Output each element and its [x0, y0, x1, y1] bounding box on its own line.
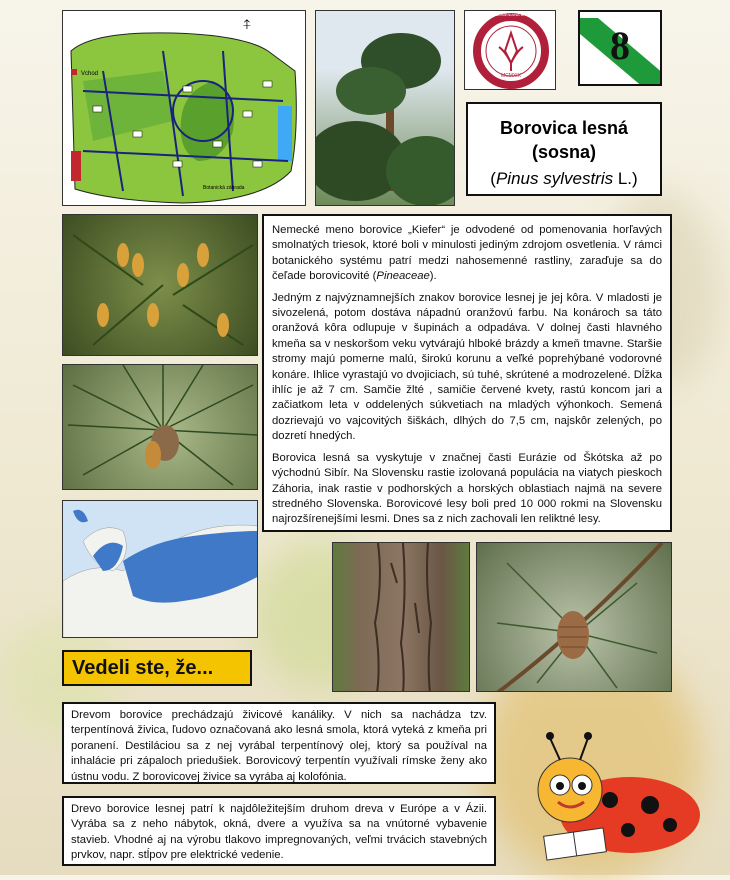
description-paragraph-1: Nemecké meno borovice „Kiefer“ je odvodené od pomenovania horľavých smolnatých triesok, ktoré boli v minulosti jediným zdrojom osvetlenia. V rámci botanického systému patrí medzi nahosemenné rastliny, zaraďuje sa do čeľade borovicovité (Pineaceae).: [272, 224, 662, 283]
fact-2-text: Drevo borovice lesnej patrí k najdôležitejším druhom dreva v Európe a v Ázii. Vyrába sa z neho nábytok, okná, dvere a využíva sa na vnútorné vybavenie stavieb. Vhodné aj na výrobu tlakovo impregnovaných, veľmi trvácich stavebných prvkov, napr. stĺpov pre elektrické vedenie.: [71, 803, 487, 862]
map-label-garden: Botanická záhrada: [203, 185, 245, 191]
university-logo: [464, 10, 556, 90]
species-name: Borovica lesná: [499, 118, 629, 138]
bark-photo: [332, 542, 470, 692]
page-number-badge: [578, 10, 662, 86]
tree-photo: [315, 10, 455, 206]
distribution-map: [62, 500, 258, 638]
description-box: [262, 214, 672, 532]
fact-box-2: [62, 796, 496, 866]
garden-map-drawing: [63, 11, 306, 206]
species-title-box: [466, 102, 662, 196]
did-you-know-heading: Vedeli ste, že...: [62, 650, 252, 686]
logo-text: UNIVERSITAS COMENIANA BRATISLAVENSIS: [467, 12, 555, 17]
species-latin-name: (Pinus sylvestris L.): [490, 169, 638, 188]
description-paragraph-2: Jedným z najvýznamnejších znakov borovice lesnej je jej kôra. V mladosti je sivozelená, potom dostáva nápadnú oranžovú farbu. Na konároch sa táto oranžová kôra odlupuje v šupinách a odpadáva. V dolnej časti hlavného kmeňa sa v neskoršom veku vytvárajú hlboké brázdy a kmeň tmavne. Staršie stromy majú pomerne malú, širokú korunu a veľké poprehýbané vodorovné konáre. Ihlice vyrastajú vo dvojiciach, sú tuhé, skrútené a modrozelené. Dĺžka ihlíc je až 7 cm. Samčie žlté , samičie červené kvety, rastú koncom jari a začiatkom leta v oddelených súkvetiach na mladých výhonkoch. Semená dozrievajú vo vajcovitých šiškách, dlhých do 7,5 cm, najskôr zelených, po dozretí hnedých.: [272, 291, 662, 443]
logo-year: MCMXIX: [501, 73, 521, 79]
page-number: 8: [610, 23, 630, 68]
fact-1-text: Drevom borovice prechádzajú živicové kanáliky. V nich sa nachádza tzv. terpentínová živica, ľudovo označovaná ako lesná smola, ktorá vyteká z kmeňa pri poranení. Destiláciou sa z nej vyrábal terpentínový olej, ktorý sa používal na inhalácie pri zápaloch priedušiek. Borovicový terpentín využívali rímske ženy ako ústnu vodu. Z borovicovej živice sa vyrába aj kolofónia.: [71, 709, 487, 783]
needles-cone-photo: [62, 364, 258, 490]
north-arrow-icon: ⍏: [243, 17, 252, 33]
male-cones-photo: [62, 214, 258, 356]
female-cone-photo: [476, 542, 672, 692]
description-paragraph-3: Borovica lesná sa vyskytuje v značnej časti Eurázie od Škótska až po východnú Sibír. Na Slovensku rastie izolovaná populácia na viatych pieskoch Záhoria, inak rastie v podhorských a horských oblastiach najmä na severe stredného Slovenska. Borovicové lesy boli pred 10 000 rokmi na Slovensku najrozšírenejšími lesmi. Dnes sa z nich zachovali len reliktné lesy.: [272, 451, 662, 526]
fact-box-1: [62, 702, 496, 784]
ladybug-mascot-illustration: [510, 720, 710, 870]
species-common-name: (sosna): [531, 142, 596, 162]
map-label-entrance: Vchod: [81, 71, 99, 77]
garden-map: [62, 10, 306, 206]
